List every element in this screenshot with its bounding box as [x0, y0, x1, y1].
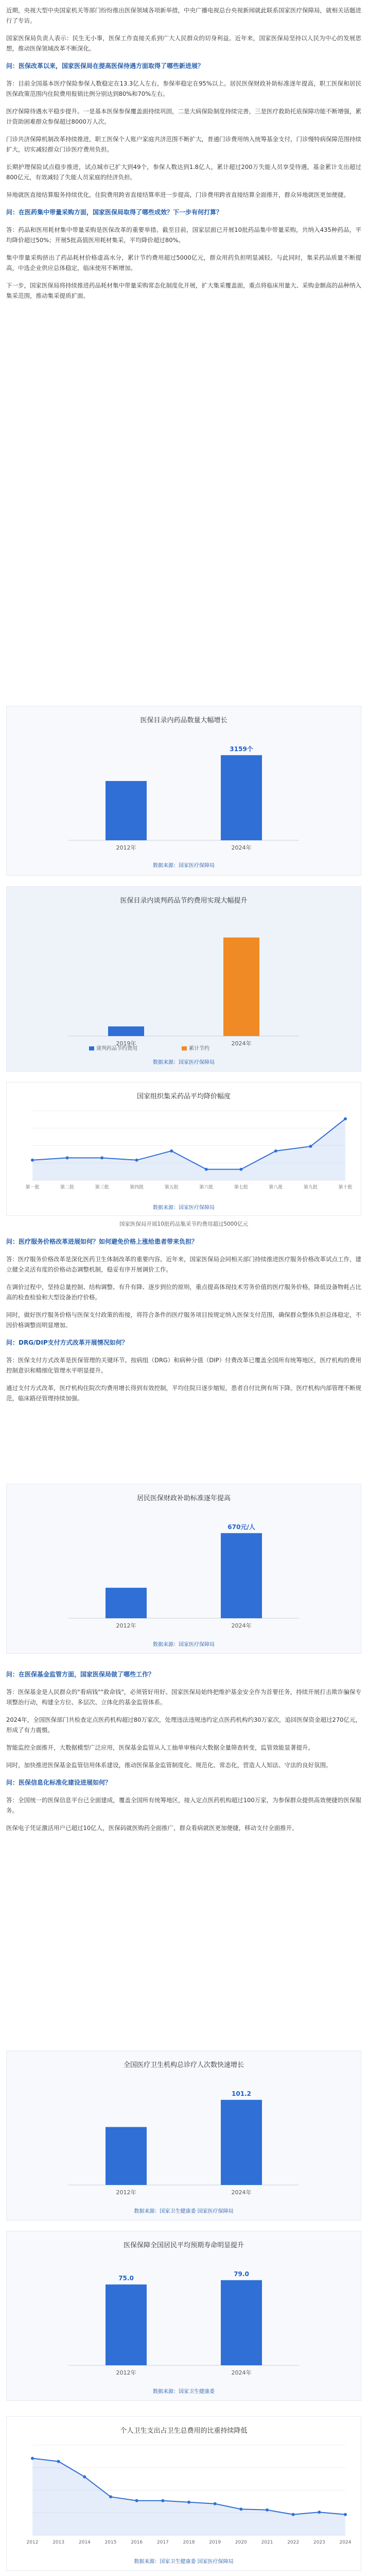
chart-negotiated-savings — [6, 886, 361, 1072]
x-tick-label: 2021 — [261, 2540, 273, 2545]
chart-title: 医保保障全国居民平均预期寿命明显提升 — [123, 2242, 244, 2249]
data-point — [66, 1156, 69, 1159]
bar-chart-svg — [7, 2257, 361, 2381]
x-tick-label: 第八批 — [269, 1185, 283, 1190]
x-tick-label: 2013 — [52, 2540, 65, 2545]
x-tick-label: 第十批 — [338, 1185, 353, 1190]
x-tick-label: 第三批 — [95, 1185, 109, 1190]
paragraph: 答：医保支付方式改革是医保管理的关键环节。按病组（DRG）和病种分值（DIP）付费改革已覆盖全国所有统筹地区，医疗机构的费用控制意识和精细化管理水平明显提升。 — [6, 1357, 361, 1374]
x-tick-label: 第一批 — [25, 1185, 40, 1190]
paragraph: 同时，做好医疗服务价格与医保支付政策的衔接，将符合条件的医疗服务项目按规定纳入医保支付范围，确保群众整体负担总体稳定，不因价格调整而明显增加。 — [6, 1311, 361, 1329]
x-tick-label: 第七批 — [234, 1185, 248, 1190]
x-tick-label: 2014 — [78, 2540, 91, 2545]
chart-subsidy-standard — [6, 1484, 361, 1654]
fund-section — [6, 1669, 361, 1840]
data-label: 101.2 — [232, 2090, 251, 2097]
paragraph: 通过支付方式改革，医疗机构住院次均费用增长得到有效控制，平均住院日逐步缩短，患者自付比例有所下降。医疗机构内部管理不断规范，临床路径管理持续加强。 — [6, 1384, 361, 1402]
line-chart-svg — [7, 1103, 361, 1196]
data-point — [31, 1159, 34, 1162]
chart-source: 数据来源：国家卫生健康委 国家医疗保障局 — [134, 2209, 234, 2214]
middle-section — [6, 1236, 361, 1411]
x-tick-label: 2019年 — [116, 1040, 136, 1047]
paragraph: 答：目前全国基本医疗保险参保人数稳定在13.3亿人左右，参保率稳定在95%以上。居民医保财政补助标准逐年提高，职工医保和居民医保政策范围内住院费用报销比例分别达到80%和70%左右。 — [6, 80, 361, 97]
data-point — [266, 2509, 269, 2512]
data-point — [57, 2460, 60, 2463]
data-point — [318, 2511, 321, 2514]
x-tick-label: 2024年 — [231, 2369, 252, 2376]
paragraph: 医保电子凭证激活用户已超过10亿人，医保码就医购药全面推广，群众看病就医更加便捷，移动支付全面推开。 — [6, 1824, 298, 1832]
bar-chart-svg — [7, 1510, 361, 1634]
chart-source: 数据来源：国家医疗保障局 — [153, 1060, 215, 1065]
chart-source: 数据来源：国家卫生健康委 — [153, 2389, 215, 2395]
paragraph: 集中带量采购挤出了药品耗材价格虚高水分，累计节约费用超过5000亿元，群众用药负担明显减轻。与此同时，集采药品质量不断提高，中选企业供应总体稳定，临床使用不断增加。 — [6, 254, 361, 272]
data-point — [239, 1168, 242, 1171]
paragraph: 门诊共济保障机制改革持续推进，职工医保个人账户家庭共济范围不断扩大，普通门诊费用纳入统筹基金支付，门诊慢特病保障范围持续扩大，切实减轻群众门诊医疗费用负担。 — [6, 135, 361, 153]
x-tick-label: 2024年 — [231, 1622, 252, 1629]
data-point — [187, 2501, 190, 2504]
chart-visits — [6, 2050, 361, 2221]
x-tick-label: 2018 — [183, 2540, 195, 2545]
paragraph: 智能监控全面推开，大数据模型广泛应用，医保基金监管从人工抽单审核向大数据全量筛查转变，监管效能显著提升。 — [6, 1744, 314, 1751]
paragraph: 在调价过程中，坚持总量控制、结构调整、有升有降、逐步到位的原则，重点提高体现技术劳务价值的医疗服务价格，降低设备物耗占比高的检查检验和大型设备治疗价格。 — [6, 1283, 361, 1301]
chart-title: 医保目录内药品数量大幅增长 — [140, 717, 227, 724]
bar — [106, 1588, 147, 1618]
chart-source: 数据来源：国家医疗保障局 — [153, 1205, 215, 1211]
x-tick-label: 2022 — [287, 2540, 300, 2545]
x-tick-label: 第六批 — [199, 1185, 214, 1190]
line-chart-svg — [7, 2437, 361, 2551]
x-tick-label: 2024年 — [231, 2189, 252, 2196]
question-heading: 问：医疗服务价格改革进展如何？如何避免价格上涨给患者带来负担？ — [6, 1238, 198, 1245]
chart-personal-expense-ratio — [6, 2416, 361, 2571]
x-tick-label: 第九批 — [303, 1185, 318, 1190]
data-label: 79.0 — [234, 2270, 249, 2278]
data-point — [135, 1159, 138, 1162]
bar — [221, 2280, 262, 2365]
paragraph: 下一步，国家医保局将持续推进药品耗材集中带量采购常态化制度化开展，扩大集采覆盖面，重点将临床用量大、采购金额高的品种纳入集采范围，推动集采提质扩面。 — [6, 282, 361, 299]
paragraph: 答：医疗服务价格改革是深化医药卫生体制改革的重要内容。近年来，国家医保局会同相关部门持续推进医疗服务价格改革试点工作，建立健全灵活有度的价格动态调整机制，稳妥有序开展调价工作。 — [6, 1256, 361, 1273]
x-tick-label: 2012 — [26, 2540, 39, 2545]
x-tick-label: 2012年 — [116, 1622, 136, 1629]
x-tick-label: 第五批 — [164, 1185, 179, 1190]
data-point — [135, 2499, 138, 2502]
paragraph: 同时，加快推进医保基金监管信用体系建设，推动医保基金监管制度化、规范化、常态化，营造人人知法、守法的良好氛围。 — [6, 1761, 332, 1769]
bar — [221, 2100, 262, 2185]
data-point — [205, 1168, 208, 1171]
data-point — [83, 2475, 86, 2478]
data-point — [109, 2495, 112, 2498]
question-heading: 问：在医药集中带量采购方面，国家医保局取得了哪些成效？下一步有何打算？ — [6, 209, 223, 216]
data-point — [161, 2499, 164, 2502]
legend-label: 谈判药品节约费用 — [96, 1046, 137, 1052]
chart-title: 居民医保财政补助标准逐年提高 — [136, 1495, 231, 1502]
x-tick-label: 2012年 — [116, 2189, 136, 2196]
data-point — [31, 2457, 34, 2460]
data-point — [344, 2513, 347, 2516]
chart-source: 数据来源：国家医疗保障局 — [153, 863, 215, 869]
series-area — [32, 2459, 345, 2535]
x-tick-label: 2024年 — [231, 1040, 252, 1047]
data-point — [344, 1117, 347, 1121]
chart-title: 医保目录内谈判药品节约费用实现大幅提升 — [120, 897, 248, 905]
legend-swatch — [89, 1046, 94, 1050]
data-point — [292, 2513, 295, 2516]
x-tick-label: 2020 — [235, 2540, 247, 2545]
x-tick-label: 第四批 — [130, 1185, 144, 1190]
paragraph: 异地就医直接结算服务持续优化，住院费用跨省直接结算率进一步提高，门诊费用跨省直接结算全面推开，群众异地就医更加便捷。 — [6, 191, 349, 198]
question-heading: 问：在医保基金监管方面，国家医保局做了哪些工作？ — [6, 1671, 155, 1678]
chart-source: 数据来源：国家医疗保障局 — [153, 1642, 215, 1648]
bar — [106, 781, 147, 840]
chart-life-expectancy — [6, 2231, 361, 2401]
x-tick-label: 第二批 — [60, 1185, 75, 1190]
data-label: 75.0 — [118, 2275, 134, 2282]
x-tick-label: 2017 — [156, 2540, 169, 2545]
x-tick-label: 2024 — [339, 2540, 352, 2545]
bar-chart-svg — [7, 912, 361, 1052]
data-point — [239, 2507, 242, 2511]
paragraph: 答：全国统一的医保信息平台已全面建成，覆盖全国所有统筹地区，接入定点医药机构超过100万家，为参保群众提供高效便捷的医保服务。 — [6, 1797, 361, 1814]
paragraph: 近期，央视大型中央国家机关等部门纷纷推出医保领域各项新举措，中央广播电视总台央视新闻就此联系国家医疗保障局，就相关话题进行了专访。 — [6, 7, 361, 24]
intro-section — [6, 5, 361, 308]
x-tick-label: 2016 — [131, 2540, 143, 2545]
chart-drug-count — [6, 706, 361, 876]
chart-title: 全国医疗卫生机构总诊疗人次数快速增长 — [123, 2061, 244, 2069]
chart-caption: 国家医保局开展10批药品集采节约费用超过5000亿元 — [119, 1221, 249, 1227]
x-tick-label: 2019 — [209, 2540, 221, 2545]
data-point — [274, 1149, 277, 1153]
data-label: 3159个 — [230, 745, 253, 753]
paragraph: 长期护理保险试点稳步推进，试点城市已扩大到49个，参保人数达到1.8亿人，累计超过200万失能人员享受待遇，基金累计支出超过800亿元，有效减轻了失能人员家庭的经济负担。 — [6, 163, 361, 181]
question-heading: 问：医保改革以来，国家医保局在提高医保待遇方面取得了哪些新进展？ — [6, 62, 204, 70]
bar — [221, 755, 262, 840]
bar — [106, 2127, 147, 2185]
chart-title: 个人卫生支出占卫生总费用的比重持续降低 — [120, 2427, 248, 2435]
paragraph: 答：药品和医用耗材集中带量采购是医保改革的重要举措。截至目前，国家层面已开展10批药品集中带量采购，共纳入435种药品，平均降价超过50%；开展5批高值医用耗材集采，平均降价超过80%。 — [6, 226, 361, 244]
paragraph: 国家医保局负责人表示：民生无小事，医保工作直接关系到广大人民群众的切身利益。近年来，国家医保局坚持以人民为中心的发展思想，推动医保领域改革不断深化。 — [6, 35, 361, 52]
bar-chart-svg — [7, 732, 361, 856]
bar — [223, 938, 259, 1036]
x-tick-label: 2012年 — [116, 844, 136, 851]
data-point — [214, 2502, 217, 2505]
chart-procurement-discount — [6, 1082, 361, 1216]
legend-swatch — [182, 1046, 187, 1050]
chart-source: 数据来源：国家卫生健康委 国家医疗保障局 — [134, 2559, 234, 2565]
x-tick-label: 2024年 — [231, 844, 252, 851]
paragraph: 2024年，全国医保部门共检查定点医药机构超过80万家次，处理违法违规违约定点医药机构约30万家次，追回医保资金超过270亿元，形成了有力震慑。 — [6, 1716, 361, 1734]
chart-title: 国家组织集采药品平均降价幅度 — [136, 1093, 231, 1100]
bar — [108, 1026, 144, 1036]
paragraph: 答：医保基金是人民群众的"看病钱""救命钱"，必须管好用好。国家医保局始终把维护基金安全作为首要任务，持续开展打击欺诈骗保专项整治行动，构建全方位、多层次、立体化的基金监管体系。 — [6, 1688, 361, 1706]
data-point — [309, 1145, 312, 1148]
data-label: 670元/人 — [227, 1523, 255, 1531]
x-tick-label: 2023 — [313, 2540, 325, 2545]
x-tick-label: 2015 — [104, 2540, 117, 2545]
question-heading: 问：医保信息化标准化建设进展如何？ — [6, 1779, 112, 1786]
x-tick-label: 2012年 — [116, 2369, 136, 2376]
bar — [106, 2284, 147, 2365]
data-point — [170, 1149, 173, 1153]
question-heading: 问：DRG/DIP支付方式改革开展情况如何？ — [6, 1339, 128, 1346]
data-point — [100, 1156, 103, 1159]
legend-label: 累计节约 — [189, 1046, 209, 1052]
bar — [221, 1533, 262, 1618]
bar-chart-svg — [7, 2077, 361, 2200]
paragraph: 医疗保障待遇水平稳步提升。一是基本医保参保覆盖面持续巩固，二是大病保险制度持续完善，三是医疗救助托底保障功能不断增强，累计资助困难群众参保超过8000万人次。 — [6, 108, 361, 125]
